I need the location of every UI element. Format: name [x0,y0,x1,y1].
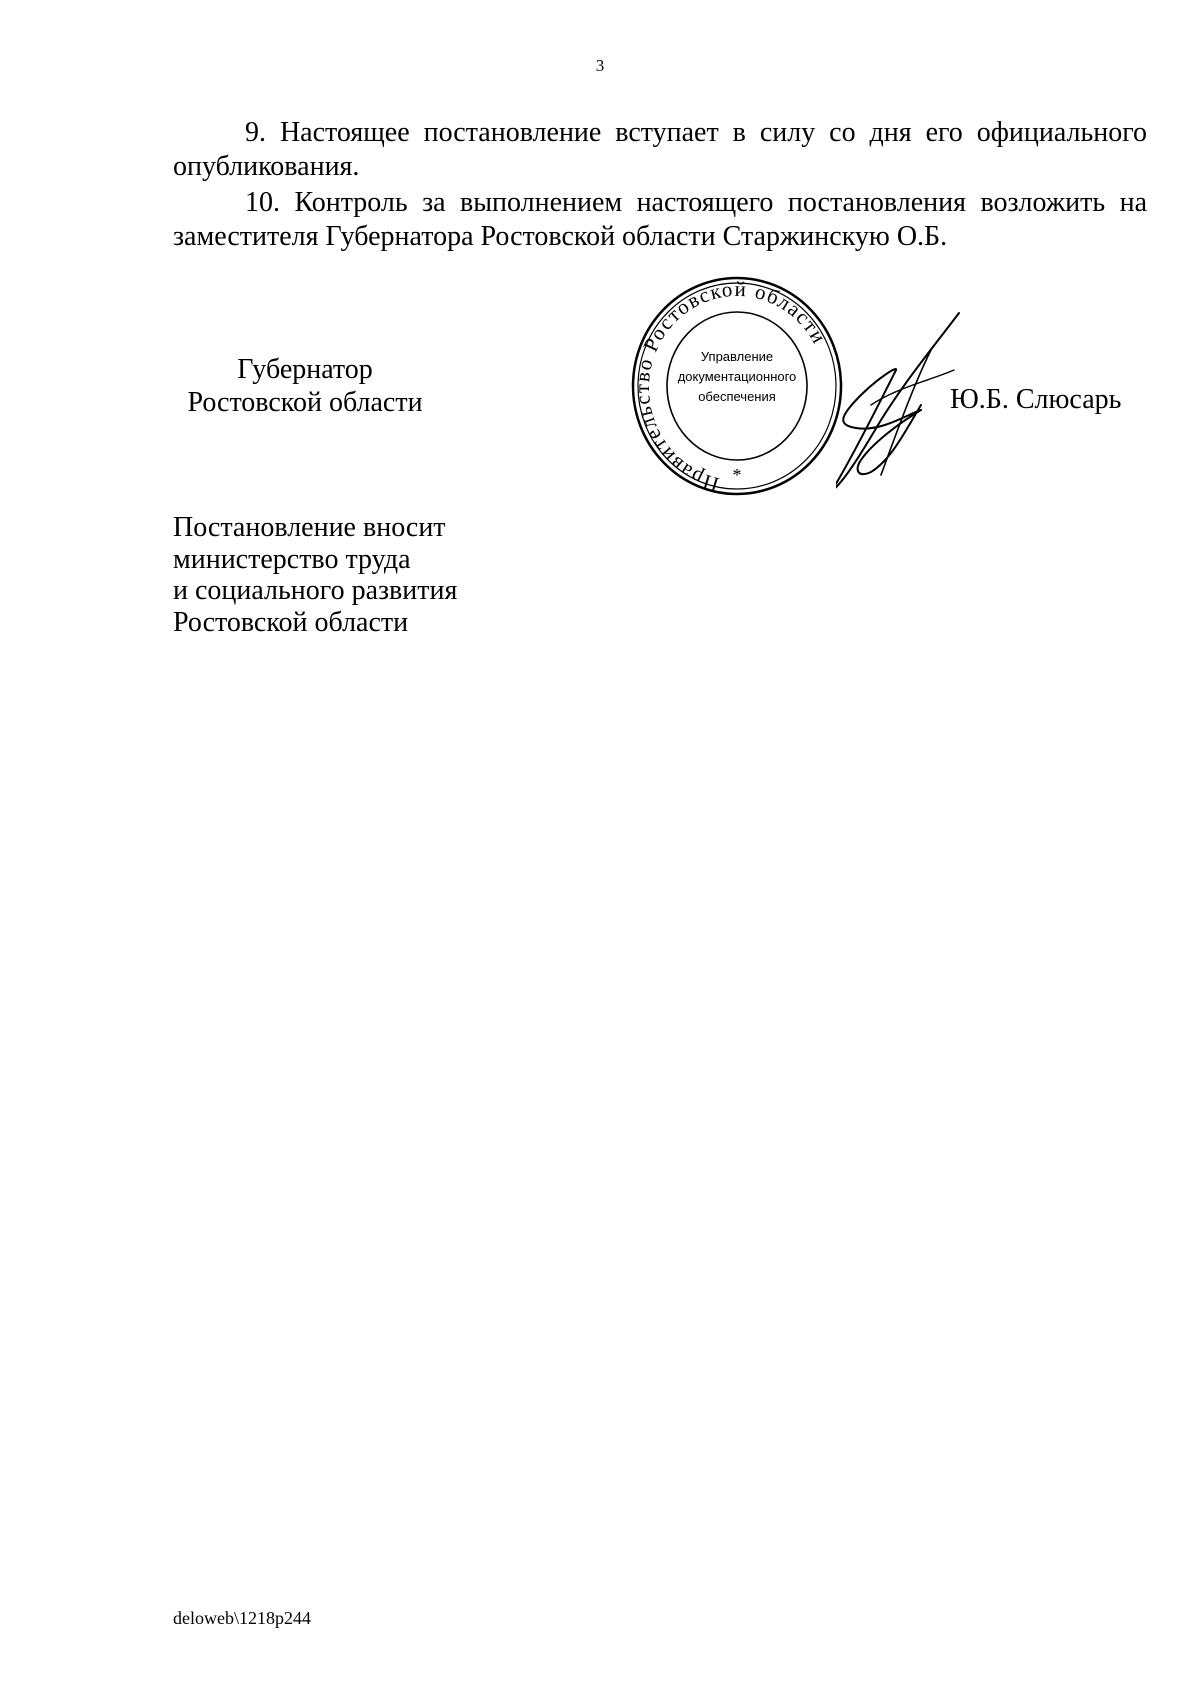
stamp-center-line3: обеспечения [698,389,776,404]
paragraph-9 [173,116,1147,184]
submitter-line4: Ростовской области [173,606,409,638]
paragraph-10 [173,186,1147,254]
submitter-line3: и социального развития [173,575,458,606]
paragraph-9-text: Настоящее постановление вступает в силу со дня его официального опубликования. [173,117,1148,182]
governor-title [175,353,435,419]
governor-title-line2: Ростовской области [187,387,423,418]
stamp-center-line2: документационного [677,369,797,384]
submitter-line1: Постановление вносит [173,512,446,543]
page-number: 3 [595,56,605,75]
footer-reference: deloweb\1218p244 [173,1608,311,1628]
governor-title-line1: Губернатор [237,354,373,385]
official-stamp [630,274,844,498]
submitter-line2: министерство труда [173,543,411,575]
signer-name: Ю.Б. Слюсарь [950,384,1122,415]
paragraph-10-text: Контроль за выполнением настоящего постановления возложить на заместителя Губернатора Ростовской области Старжинскую О.Б. [173,187,1148,252]
paragraph-10-number: 10. [245,187,280,218]
stamp-star-icon: * [732,465,742,485]
stamp-ring-textpath: Правительство Ростовской области [630,276,832,497]
submitter-block [173,512,457,638]
paragraph-9-number: 9. [245,117,266,148]
stamp-center-line1: Управление [700,349,774,364]
